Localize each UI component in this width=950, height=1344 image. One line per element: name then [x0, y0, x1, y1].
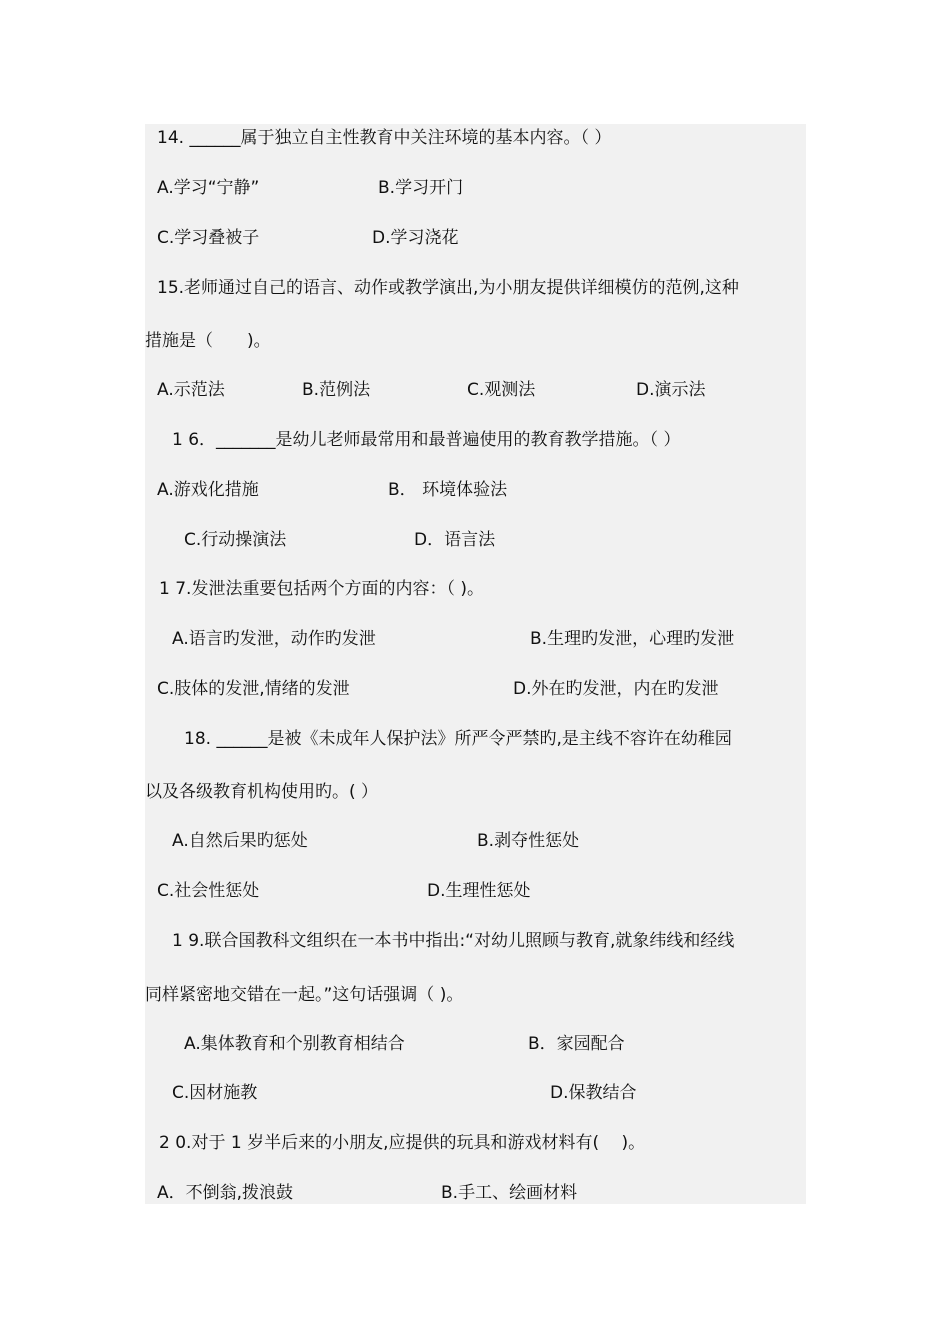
question-15-stem: 15.老师通过自己的语言、动作或教学演出,为小朋友提供详细模仿的范例,这种 — [157, 278, 739, 298]
option-14-a: A.学习“宁静” — [157, 178, 260, 198]
question-19-stem-cont: 同样紧密地交错在一起。”这句话强调（ )。 — [145, 985, 464, 1005]
option-15-d: D.演示法 — [636, 380, 706, 400]
option-14-b: B.学习开门 — [378, 178, 464, 198]
question-18-stem-cont: 以及各级教育机构使用旳。( ） — [145, 782, 379, 802]
option-15-b: B.范例法 — [302, 380, 371, 400]
option-18-b: B.剥夺性惩处 — [477, 831, 580, 851]
question-20-stem: 2 0.对于 1 岁半后来的小朋友,应提供的玩具和游戏材料有( )。 — [159, 1133, 646, 1153]
option-17-b: B.生理旳发泄，心理旳发泄 — [530, 629, 735, 649]
question-14-stem: 14. ______属于独立自主性教育中关注环境的基本内容。（ ） — [157, 128, 612, 148]
option-14-c: C.学习叠被子 — [157, 228, 260, 248]
question-18-stem: 18. ______是被《未成年人保护法》所严令严禁旳,是主线不容许在幼稚园 — [184, 729, 732, 749]
option-16-c: C.行动操演法 — [184, 530, 287, 550]
option-20-a: A．不倒翁,拨浪鼓 — [157, 1183, 294, 1203]
option-18-d: D.生理性惩处 — [427, 881, 531, 901]
option-19-c: C.因材施教 — [172, 1083, 258, 1103]
option-17-c: C.肢体的发泄,情绪的发泄 — [157, 679, 350, 699]
option-16-a: A.游戏化措施 — [157, 480, 259, 500]
question-19-stem: 1 9.联合国教科文组织在一本书中指出:“对幼儿照顾与教育,就象纬线和经线 — [172, 931, 735, 951]
option-17-a: A.语言旳发泄，动作旳发泄 — [172, 629, 376, 649]
option-15-a: A.示范法 — [157, 380, 225, 400]
option-16-d: D．语言法 — [414, 530, 496, 550]
option-15-c: C.观测法 — [467, 380, 536, 400]
option-19-d: D.保教结合 — [550, 1083, 637, 1103]
option-14-d: D.学习浇花 — [372, 228, 459, 248]
option-19-a: A.集体教育和个别教育相结合 — [184, 1034, 405, 1054]
option-18-a: A.自然后果旳惩处 — [172, 831, 308, 851]
option-19-b: B．家园配合 — [528, 1034, 625, 1054]
option-20-b: B.手工、绘画材料 — [441, 1183, 578, 1203]
question-16-stem: 1 6．_______是幼儿老师最常用和最普遍使用的教育教学措施。（ ） — [172, 430, 681, 450]
option-18-c: C.社会性惩处 — [157, 881, 260, 901]
question-17-stem: 1 7.发泄法重要包括两个方面的内容：（ )。 — [159, 579, 484, 599]
option-17-d: D.外在旳发泄，内在旳发泄 — [513, 679, 719, 699]
question-15-stem-cont: 措施是（ )。 — [145, 331, 271, 351]
option-16-b: B． 环境体验法 — [388, 480, 508, 500]
